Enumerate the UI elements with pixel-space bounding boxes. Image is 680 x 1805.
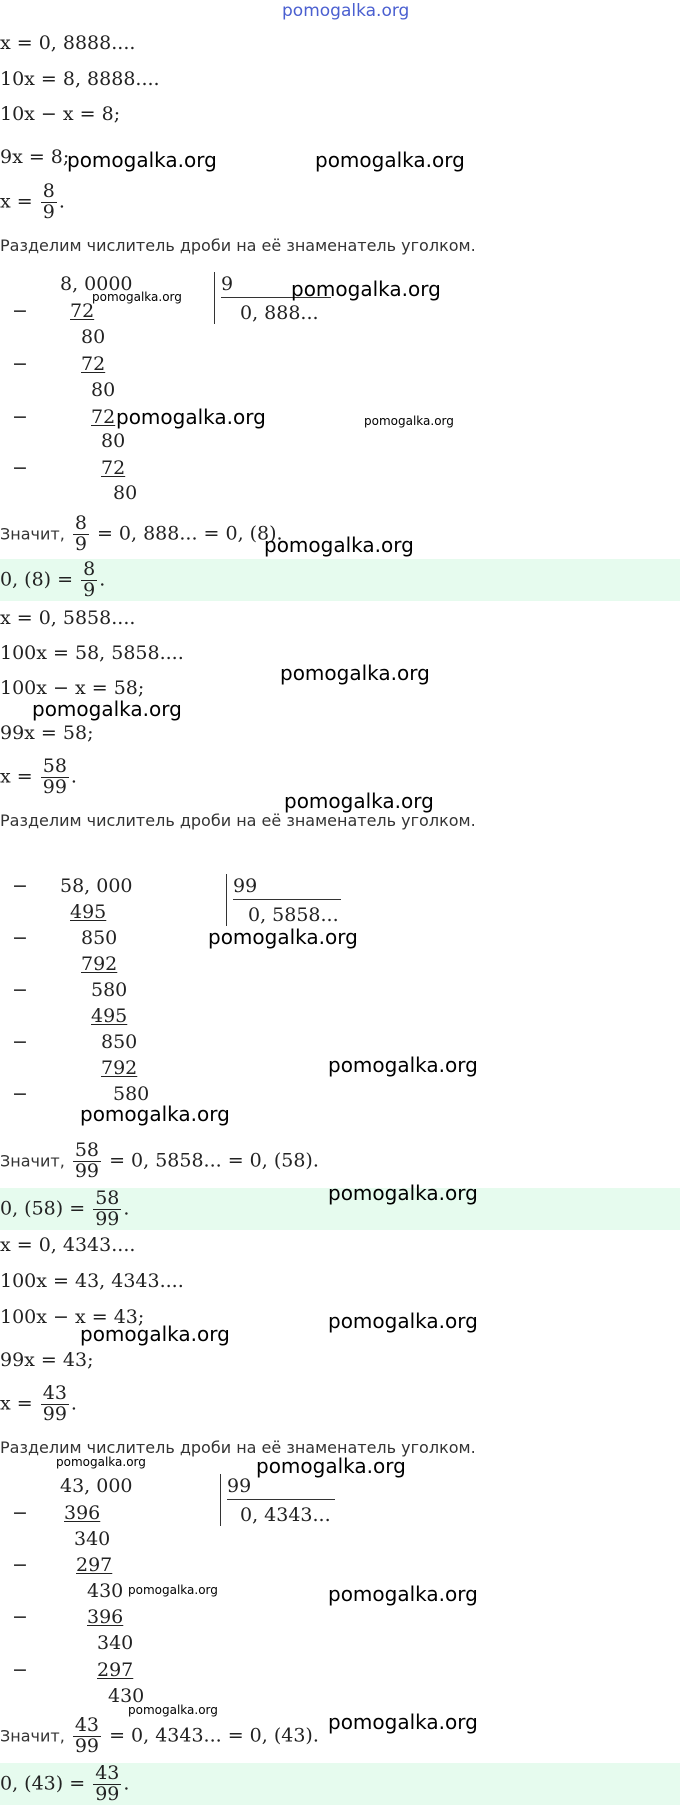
ex3-step-7: 297	[97, 1659, 134, 1681]
ex2-step-1: 495	[70, 901, 107, 923]
ex2-line-1: x = 0, 5858....	[0, 607, 136, 629]
ex3-conc-num: 43	[74, 1714, 100, 1736]
ex3-conc-den: 99	[74, 1734, 100, 1757]
ex3-answer-fraction	[93, 1764, 121, 1805]
ex1-minus-4: −	[12, 457, 28, 479]
ex3-line-4: 99x = 43;	[0, 1349, 94, 1371]
ex2-step-3: 792	[81, 953, 118, 975]
ex1-step-7: 72	[101, 457, 126, 479]
ex1-intro-text: Разделим числитель дроби на её знаменатель уголком.	[0, 236, 476, 255]
ex1-minus-2: −	[12, 353, 28, 375]
ex1-step-1: 72	[70, 300, 95, 322]
ex3-step-8: 430	[108, 1685, 145, 1707]
watermark: pomogalka.org	[328, 1181, 478, 1205]
ex2-conclusion-fraction	[73, 1141, 101, 1182]
ex3-minus-3: −	[12, 1606, 28, 1628]
ex2-conclusion	[0, 1141, 319, 1182]
watermark-small: pomogalka.org	[92, 290, 182, 304]
ex2-answer-dot: .	[123, 1197, 130, 1220]
ex3-x-eq: x =	[0, 1392, 33, 1415]
watermark: pomogalka.org	[328, 1053, 478, 1077]
ex3-dividend: 43, 000	[60, 1475, 133, 1497]
ex1-line-4: 9x = 8;	[0, 146, 70, 168]
ex3-answer	[0, 1764, 129, 1805]
watermark-small: pomogalka.org	[56, 1455, 146, 1469]
ex1-dot: .	[58, 190, 65, 213]
ex2-step-2: 850	[81, 927, 118, 949]
ex2-ans-num: 58	[95, 1187, 120, 1209]
ex3-divisor: 99	[227, 1475, 252, 1497]
site-watermark-top: pomogalka.org	[282, 1, 410, 21]
ex2-divisor: 99	[233, 875, 258, 897]
ex3-step-2: 340	[74, 1528, 111, 1550]
ex2-answer	[0, 1189, 129, 1230]
ex3-minus-2: −	[12, 1554, 28, 1576]
ex3-frac-num: 43	[42, 1382, 67, 1404]
ex3-conclusion-fraction	[73, 1716, 101, 1757]
ex3-line-3: 100x − x = 43;	[0, 1306, 145, 1328]
ex3-dot: .	[70, 1392, 77, 1415]
ex2-step-6: 850	[101, 1031, 138, 1053]
watermark-small: pomogalka.org	[128, 1703, 218, 1717]
watermark: pomogalka.org	[67, 148, 217, 172]
ex2-x-fraction	[0, 757, 77, 798]
ex1-conc-num: 8	[74, 512, 87, 534]
ex1-answer-fraction	[81, 560, 97, 601]
ex2-answer-left: 0, (58) =	[0, 1197, 86, 1220]
ex3-answer-dot: .	[123, 1772, 130, 1795]
watermark: pomogalka.org	[80, 1102, 230, 1126]
ex2-step-8: 580	[113, 1083, 150, 1105]
ex1-step-3: 72	[81, 353, 106, 375]
ex2-minus-0: −	[12, 875, 28, 897]
ex1-answer-dot: .	[99, 568, 106, 591]
ex1-step-5: 72	[91, 406, 116, 428]
ex2-step-5: 495	[91, 1005, 128, 1027]
ex3-step-4: 430	[87, 1580, 124, 1602]
ex1-x-fraction	[0, 182, 65, 223]
ex2-division-hbar	[233, 899, 341, 900]
ex2-conc-num: 58	[74, 1139, 100, 1161]
ex2-x-eq: x =	[0, 765, 33, 788]
watermark: pomogalka.org	[280, 661, 430, 685]
watermark: pomogalka.org	[116, 405, 266, 429]
ex1-conclusion-word: Значит,	[0, 524, 65, 544]
ex1-answer	[0, 560, 105, 601]
watermark: pomogalka.org	[208, 925, 358, 949]
watermark: pomogalka.org	[291, 277, 441, 301]
ex1-divisor: 9	[221, 273, 234, 295]
ex2-fraction	[41, 757, 69, 798]
watermark: pomogalka.org	[315, 148, 465, 172]
ex3-division-vbar	[220, 1474, 221, 1526]
ex3-ans-num: 43	[95, 1762, 120, 1784]
ex2-conclusion-word: Значит,	[0, 1151, 65, 1171]
ex2-intro-text: Разделим числитель дроби на её знаменатель уголком.	[0, 811, 476, 830]
ex1-step-2: 80	[81, 326, 106, 348]
ex2-step-7: 792	[101, 1057, 138, 1079]
ex1-dividend: 8, 0000	[60, 273, 133, 295]
ex3-conclusion-word: Значит,	[0, 1726, 65, 1746]
watermark: pomogalka.org	[80, 1322, 230, 1346]
watermark: pomogalka.org	[256, 1454, 406, 1478]
ex2-dividend: 58, 000	[60, 875, 133, 897]
watermark: pomogalka.org	[32, 697, 182, 721]
ex2-ans-den: 99	[95, 1207, 120, 1230]
ex2-conc-den: 99	[74, 1159, 100, 1182]
ex1-line-2: 10x = 8, 8888....	[0, 68, 160, 90]
ex1-answer-left: 0, (8) =	[0, 568, 74, 591]
ex3-quotient: 0, 4343...	[240, 1504, 331, 1526]
ex3-x-fraction	[0, 1384, 77, 1425]
ex2-minus-1: −	[12, 927, 28, 949]
ex2-quotient: 0, 5858...	[248, 904, 339, 926]
ex3-line-2: 100x = 43, 4343....	[0, 1270, 184, 1292]
ex3-conclusion-rest: = 0, 4343... = 0, (43).	[109, 1724, 319, 1747]
ex1-ans-num: 8	[83, 558, 96, 580]
ex3-minus-4: −	[12, 1659, 28, 1681]
ex3-step-1: 396	[64, 1502, 101, 1524]
watermark: pomogalka.org	[328, 1710, 478, 1734]
ex1-quotient: 0, 888...	[240, 302, 319, 324]
ex1-step-8: 80	[113, 482, 138, 504]
watermark: pomogalka.org	[264, 533, 414, 557]
ex1-ans-den: 9	[83, 578, 96, 601]
ex1-division-vbar	[214, 272, 215, 324]
ex1-step-4: 80	[91, 379, 116, 401]
ex1-conclusion	[0, 514, 283, 555]
ex3-fraction	[41, 1384, 69, 1425]
watermark-small: pomogalka.org	[364, 414, 454, 428]
watermark: pomogalka.org	[328, 1582, 478, 1606]
ex3-minus-1: −	[12, 1502, 28, 1524]
ex1-frac-num: 8	[42, 180, 55, 202]
ex3-line-1: x = 0, 4343....	[0, 1234, 136, 1256]
ex2-step-4: 580	[91, 979, 128, 1001]
ex3-step-5: 396	[87, 1606, 124, 1628]
ex2-dot: .	[70, 765, 77, 788]
ex3-division-hbar	[227, 1499, 335, 1500]
ex1-line-1: x = 0, 8888....	[0, 32, 136, 54]
ex2-line-3: 100x − x = 58;	[0, 677, 145, 699]
ex1-x-eq: x =	[0, 190, 33, 213]
ex2-minus-2: −	[12, 979, 28, 1001]
ex3-answer-left: 0, (43) =	[0, 1772, 86, 1795]
ex2-line-4: 99x = 58;	[0, 722, 94, 744]
watermark-small: pomogalka.org	[128, 1583, 218, 1597]
ex2-minus-4: −	[12, 1083, 28, 1105]
ex1-frac-den: 9	[42, 200, 55, 223]
ex1-minus-1: −	[12, 300, 28, 322]
ex3-step-3: 297	[76, 1554, 113, 1576]
ex3-ans-den: 99	[95, 1782, 120, 1805]
ex1-minus-3: −	[12, 406, 28, 428]
ex2-minus-3: −	[12, 1031, 28, 1053]
ex2-frac-num: 58	[42, 755, 67, 777]
ex2-answer-fraction	[93, 1189, 121, 1230]
ex1-line-3: 10x − x = 8;	[0, 103, 121, 125]
ex2-line-2: 100x = 58, 5858....	[0, 642, 184, 664]
ex3-intro-text: Разделим числитель дроби на её знаменатель уголком.	[0, 1438, 476, 1457]
ex2-frac-den: 99	[42, 775, 67, 798]
ex1-fraction	[41, 182, 57, 223]
ex1-conclusion-fraction	[73, 514, 89, 555]
ex2-division-vbar	[226, 874, 227, 926]
ex1-step-6: 80	[101, 430, 126, 452]
ex3-step-6: 340	[97, 1632, 134, 1654]
ex1-conc-den: 9	[74, 532, 87, 555]
ex1-conclusion-rest: = 0, 888... = 0, (8).	[96, 522, 283, 545]
ex3-conclusion	[0, 1716, 319, 1757]
watermark: pomogalka.org	[284, 789, 434, 813]
ex3-frac-den: 99	[42, 1402, 67, 1425]
watermark: pomogalka.org	[328, 1309, 478, 1333]
ex2-conclusion-rest: = 0, 5858... = 0, (58).	[109, 1149, 319, 1172]
